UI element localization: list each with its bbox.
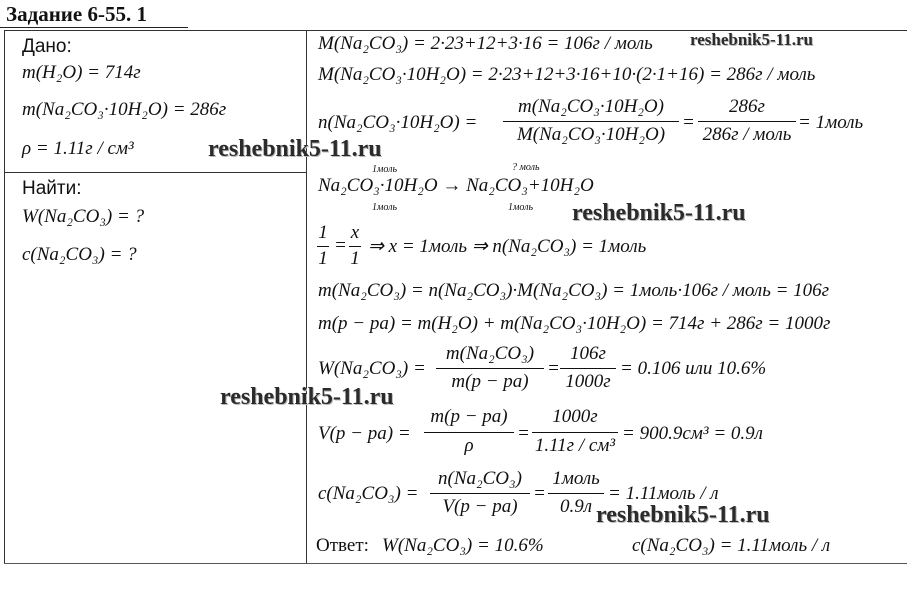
reaction-below-1: 1моль xyxy=(372,202,398,213)
equals-sign: = xyxy=(533,483,546,504)
equals-sign: = xyxy=(547,358,560,379)
proportion-num-2: x xyxy=(350,222,360,243)
fraction-bar xyxy=(436,368,544,369)
given-label: Дано: xyxy=(22,36,72,57)
find-mass-fraction: W(Na₂CO₃) = ? xyxy=(22,206,145,227)
find-concentration: c(Na₂CO₃) = ? xyxy=(22,244,137,265)
moles-numerator-value: 286г xyxy=(729,96,765,117)
fraction-bar xyxy=(349,246,361,247)
fraction-bar xyxy=(317,246,329,247)
molar-mass-crystalhydrate: M(Na₂CO₃·10H₂O) = 2·23+12+3·16+10·(2·1+16) = 286г / моль xyxy=(318,64,816,85)
fraction-bar xyxy=(532,432,618,433)
volume-result: = 900.9см³ = 0.9л xyxy=(622,423,763,444)
watermark-text: reshebnik5-11.ru xyxy=(208,136,382,162)
answer-label: Ответ: xyxy=(316,535,369,556)
concentration-result: = 1.11моль / л xyxy=(608,483,719,504)
fraction-bar xyxy=(560,368,616,369)
watermark-text: reshebnik5-11.ru xyxy=(690,30,813,49)
fraction-bar xyxy=(698,121,796,122)
mass-fraction-left: W(Na₂CO₃) = xyxy=(318,358,426,379)
watermark-text: reshebnik5-11.ru xyxy=(220,384,394,410)
proportion-num-1: 1 xyxy=(318,222,328,243)
proportion-den-2: 1 xyxy=(350,248,360,269)
moles-numerator: m(Na₂CO₃·10H₂O) xyxy=(518,96,664,117)
proportion-result: ⇒ x = 1моль ⇒ n(Na₂CO₃) = 1моль xyxy=(368,236,647,257)
concentration-denominator: V(p − pa) xyxy=(442,496,518,517)
mass-fraction-num-value: 106г xyxy=(570,343,606,364)
task-title: Задание 6-55. 1 xyxy=(6,2,147,26)
find-label: Найти: xyxy=(22,178,82,199)
moles-denominator-value: 286г / моль xyxy=(702,124,792,145)
fraction-bar xyxy=(430,493,530,494)
moles-crystalhydrate-left: n(Na₂CO₃·10H₂O) = xyxy=(318,112,478,133)
mass-sodium-carbonate: m(Na₂CO₃) = n(Na₂CO₃)·M(Na₂CO₃) = 1моль·106г / моль = 106г xyxy=(318,280,830,301)
volume-left: V(p − pa) = xyxy=(318,423,411,444)
equals-sign: = xyxy=(517,423,530,444)
reaction-above-1: 1моль xyxy=(372,164,398,175)
mass-fraction-denominator: m(p − pa) xyxy=(451,371,529,392)
molar-mass-sodium-carbonate: M(Na₂CO₃) = 2·23+12+3·16 = 106г / моль xyxy=(318,33,653,54)
volume-den-value: 1.11г / см³ xyxy=(534,435,616,456)
answer-mass-fraction: W(Na₂CO₃) = 10.6% xyxy=(382,535,544,556)
mass-fraction-den-value: 1000г xyxy=(565,371,611,392)
volume-denominator: ρ xyxy=(464,435,474,456)
fraction-bar xyxy=(548,493,604,494)
mass-solution: m(p − pa) = m(H₂O) + m(Na₂CO₃·10H₂O) = 714г + 286г = 1000г xyxy=(318,313,831,334)
concentration-numerator: n(Na₂CO₃) xyxy=(438,468,522,489)
proportion-den-1: 1 xyxy=(318,248,328,269)
fraction-bar xyxy=(424,432,514,433)
mass-fraction-numerator: m(Na₂CO₃) xyxy=(445,343,535,364)
title-underline xyxy=(0,27,188,28)
reaction-below-2: 1моль xyxy=(508,202,534,213)
volume-num-value: 1000г xyxy=(552,406,598,427)
watermark-text: reshebnik5-11.ru xyxy=(596,502,770,528)
reaction-above-2: ? моль xyxy=(512,162,540,173)
watermark-text: reshebnik5-11.ru xyxy=(572,200,746,226)
equals-sign: = xyxy=(682,112,695,133)
moles-denominator: M(Na₂CO₃·10H₂O) xyxy=(516,124,666,145)
concentration-left: c(Na₂CO₃) = xyxy=(318,483,419,504)
given-mass-crystalhydrate: m(Na₂CO₃·10H₂O) = 286г xyxy=(22,99,227,120)
equals-sign: = xyxy=(334,235,347,256)
volume-numerator: m(p − pa) xyxy=(430,406,508,427)
moles-result: = 1моль xyxy=(798,112,864,133)
given-density: ρ = 1.11г / см³ xyxy=(22,138,134,159)
reaction-equation: Na₂CO₃·10H₂O → Na₂CO₃+10H₂O xyxy=(318,175,594,196)
fraction-bar xyxy=(503,121,679,122)
concentration-num-value: 1моль xyxy=(552,468,600,489)
given-mass-water: m(H₂O) = 714г xyxy=(22,62,141,83)
mass-fraction-result: = 0.106 или 10.6% xyxy=(620,358,767,379)
concentration-den-value: 0.9л xyxy=(559,496,593,517)
answer-concentration: c(Na₂CO₃) = 1.11моль / л xyxy=(632,535,831,556)
